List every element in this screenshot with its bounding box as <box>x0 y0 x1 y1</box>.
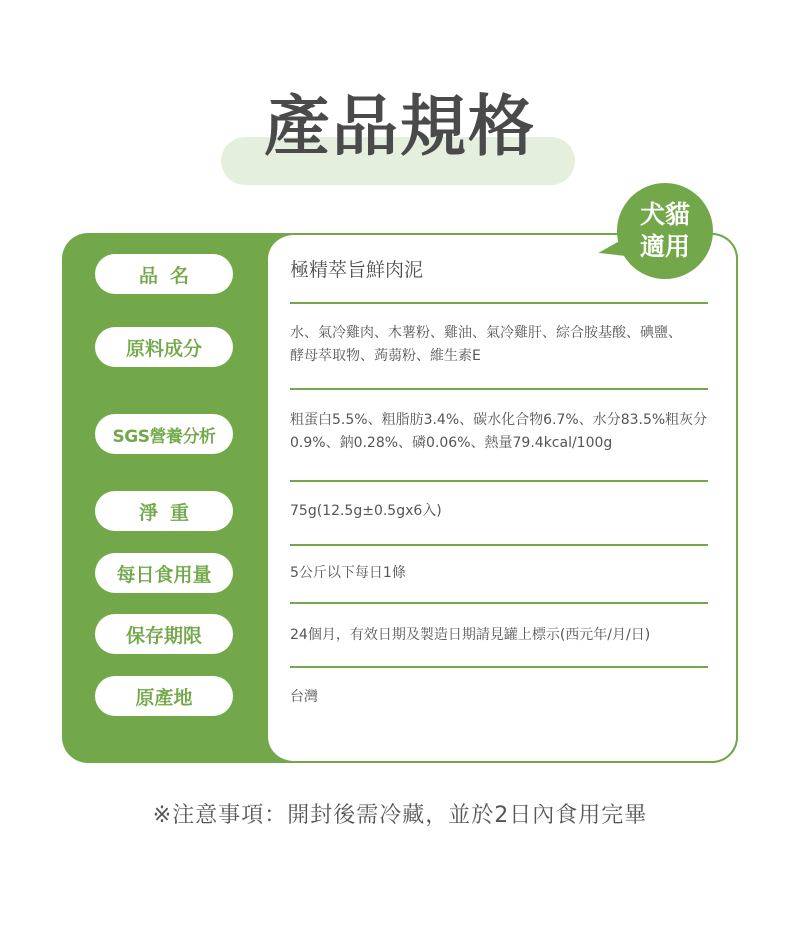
separator <box>290 388 708 390</box>
spec-content-panel <box>268 233 738 763</box>
badge-line-1: 犬貓 <box>639 200 690 229</box>
label-ingredients: 原料成分 <box>95 327 233 367</box>
value-origin: 台灣 <box>290 689 318 705</box>
value-net-weight: 75g(12.5g±0.5gx6入) <box>290 503 442 519</box>
separator <box>290 666 708 668</box>
label-origin: 原產地 <box>95 676 233 716</box>
separator <box>290 302 708 304</box>
badge-line-2: 適用 <box>639 232 690 261</box>
label-product-name: 品名 <box>95 254 233 294</box>
label-net-weight: 淨重 <box>95 491 233 531</box>
value-sgs-analysis: 粗蛋白5.5%、粗脂肪3.4%、碳水化合物6.7%、水分83.5%粗灰分0.9%、鈉0.28%、磷0.06%、熱量79.4kcal/100g <box>290 412 708 451</box>
label-sgs-analysis: SGS營養分析 <box>95 414 233 454</box>
value-daily-amount: 5公斤以下每日1條 <box>290 565 406 581</box>
value-shelf-life: 24個月，有效日期及製造日期請見罐上標示(西元年/月/日) <box>290 627 651 643</box>
page-title: 產品規格 <box>264 88 536 165</box>
value-ingredients: 水、氣冷雞肉、木薯粉、雞油、氣冷雞肝、綜合胺基酸、碘鹽、酵母萃取物、蒟蒻粉、維生素E <box>290 325 682 364</box>
separator <box>290 544 708 546</box>
storage-notice: ※注意事項：開封後需冷藏，並於2日內食用完畢 <box>152 803 648 828</box>
separator <box>290 602 708 604</box>
label-shelf-life: 保存期限 <box>95 614 233 654</box>
separator <box>290 480 708 482</box>
value-product-name: 極精萃旨鮮肉泥 <box>290 259 424 281</box>
label-daily-amount: 每日食用量 <box>95 553 233 593</box>
